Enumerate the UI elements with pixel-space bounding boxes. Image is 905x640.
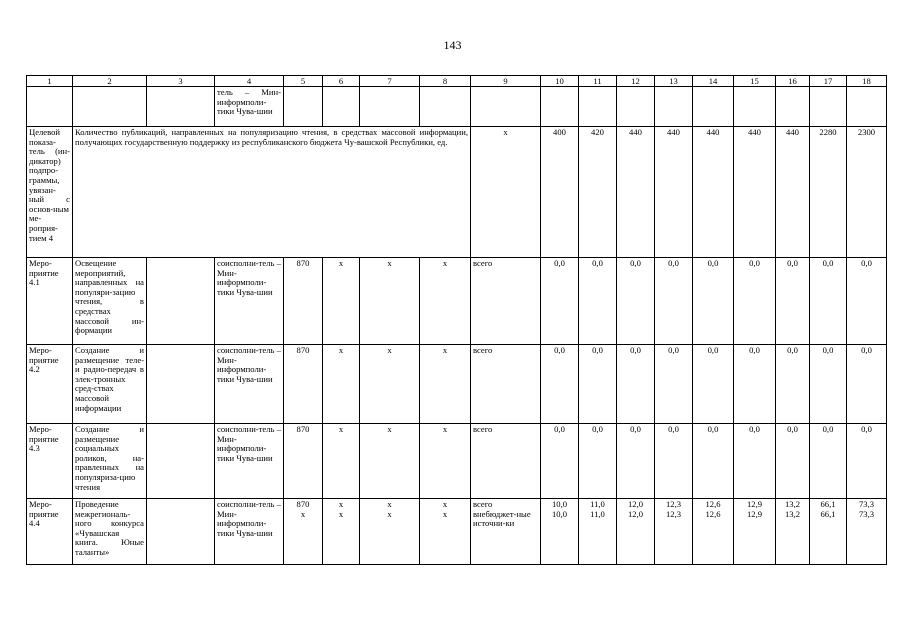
executor-cell: соисполни-тель – Мин-информполи-тики Чува-шии [215,499,284,565]
measure-name: Создание и размещение социальных роликов, на-правленных на популяриза-цию чтения [73,424,147,499]
measure-row [27,258,887,345]
indicator-value: 440 [693,127,734,258]
code-cell: х [323,424,360,499]
source-cell: всего внебюджет-ные источни-ки [471,499,541,565]
indicator-value: 400 [541,127,579,258]
value-cell: 0,0 [617,424,655,499]
value-cell: 0,0 [541,424,579,499]
value-cell: 0,0 [693,258,734,345]
value-cell: 10,0 10,0 [541,499,579,565]
code-cell: х [420,424,471,499]
value-cell: 0,0 [734,424,776,499]
code-cell: х [323,345,360,424]
value-cell: 0,0 [776,345,810,424]
col-header: 3 [147,76,215,87]
page-number: 143 [443,38,462,52]
col-header: 11 [579,76,617,87]
target-indicator-row [27,127,887,258]
executor-cell: соисполни-тель – Мин-информполи-тики Чува-шии [215,258,284,345]
value-cell: 0,0 [655,258,693,345]
value-cell: 13,2 13,2 [776,499,810,565]
measure-row [27,345,887,424]
value-cell: 0,0 [847,345,887,424]
indicator-value: 440 [776,127,810,258]
code-cell: х х [323,499,360,565]
continuation-row [27,87,887,127]
value-cell: 0,0 [810,345,847,424]
value-cell: 0,0 [776,424,810,499]
code-cell: х [360,424,420,499]
executor-cell: соисполни-тель – Мин-информполи-тики Чува-шии [215,345,284,424]
value-cell: 12,9 12,9 [734,499,776,565]
value-cell: 0,0 [693,345,734,424]
col-header: 13 [655,76,693,87]
source-cell: всего [471,258,541,345]
code-cell: х [360,345,420,424]
value-cell: 73,3 73,3 [847,499,887,565]
code-cell: х [323,258,360,345]
col-header: 2 [73,76,147,87]
value-cell: 0,0 [541,258,579,345]
value-cell: 0,0 [617,258,655,345]
indicator-label: Целевой показа-тель (ин-дикатор) подпро-граммы, увязан-ный с основ-ным ме-роприя-тием 4 [27,127,73,258]
measure-name: Создание и размещение теле- и радио-передач в элек-тронных сред-ствах массовой информации [73,345,147,424]
measure-name: Проведение межрегиональ-ного конкурса «Чувашская книга. Юные таланты» [73,499,147,565]
code-cell: 870 [284,345,323,424]
value-cell: 0,0 [810,424,847,499]
col-header: 9 [471,76,541,87]
value-cell: 0,0 [776,258,810,345]
col-header: 4 [215,76,284,87]
col-header: 16 [776,76,810,87]
indicator-value: 440 [655,127,693,258]
value-cell: 0,0 [617,345,655,424]
measure-id: Меро-приятие 4.1 [27,258,73,345]
col-header: 5 [284,76,323,87]
indicator-value: 440 [734,127,776,258]
col-header: 14 [693,76,734,87]
code-cell: х х [420,499,471,565]
code-cell: х [420,345,471,424]
value-cell: 0,0 [579,345,617,424]
value-cell: 0,0 [734,258,776,345]
executor-cell: тель – Мин-информполи-тики Чува-шии [215,87,284,127]
value-cell: 0,0 [655,345,693,424]
indicator-value: 440 [617,127,655,258]
value-cell: 0,0 [810,258,847,345]
value-cell: 11,0 11,0 [579,499,617,565]
indicator-value: 2300 [847,127,887,258]
code-cell: 870 [284,424,323,499]
measure-row [27,499,887,565]
measure-row [27,424,887,499]
value-cell: 12,0 12,0 [617,499,655,565]
code-cell: х [420,258,471,345]
value-cell: 0,0 [847,424,887,499]
col-header: 17 [810,76,847,87]
value-cell: 12,3 12,3 [655,499,693,565]
col-header: 7 [360,76,420,87]
indicator-col9: х [471,127,541,258]
value-cell: 0,0 [693,424,734,499]
measure-id: Меро-приятие 4.3 [27,424,73,499]
value-cell: 66,1 66,1 [810,499,847,565]
col-header: 1 [27,76,73,87]
value-cell: 0,0 [847,258,887,345]
value-cell: 0,0 [541,345,579,424]
code-cell: 870 х [284,499,323,565]
col-header: 12 [617,76,655,87]
executor-cell: соисполни-тель – Мин-информполи-тики Чува-шии [215,424,284,499]
col-header: 8 [420,76,471,87]
indicator-text: Количество публикаций, направленных на популяризацию чтения, в средствах массовой информации, получающих государственную поддержку из республиканского бюджета Чу-вашской Республики, ед. [73,127,471,258]
col-header: 6 [323,76,360,87]
col-header: 15 [734,76,776,87]
source-cell: всего [471,345,541,424]
measure-name: Освещение мероприятий, направленных на популяри-зацию чтения, в средствах массовой ин-формации [73,258,147,345]
col-header: 18 [847,76,887,87]
value-cell: 0,0 [579,424,617,499]
measure-id: Меро-приятие 4.4 [27,499,73,565]
measure-id: Меро-приятие 4.2 [27,345,73,424]
col-header: 10 [541,76,579,87]
measures-table [26,75,887,565]
indicator-value: 2280 [810,127,847,258]
code-cell: х [360,258,420,345]
code-cell: 870 [284,258,323,345]
value-cell: 0,0 [655,424,693,499]
header-row [27,76,887,87]
value-cell: 0,0 [579,258,617,345]
value-cell: 12,6 12,6 [693,499,734,565]
source-cell: всего [471,424,541,499]
indicator-value: 420 [579,127,617,258]
value-cell: 0,0 [734,345,776,424]
code-cell: х х [360,499,420,565]
